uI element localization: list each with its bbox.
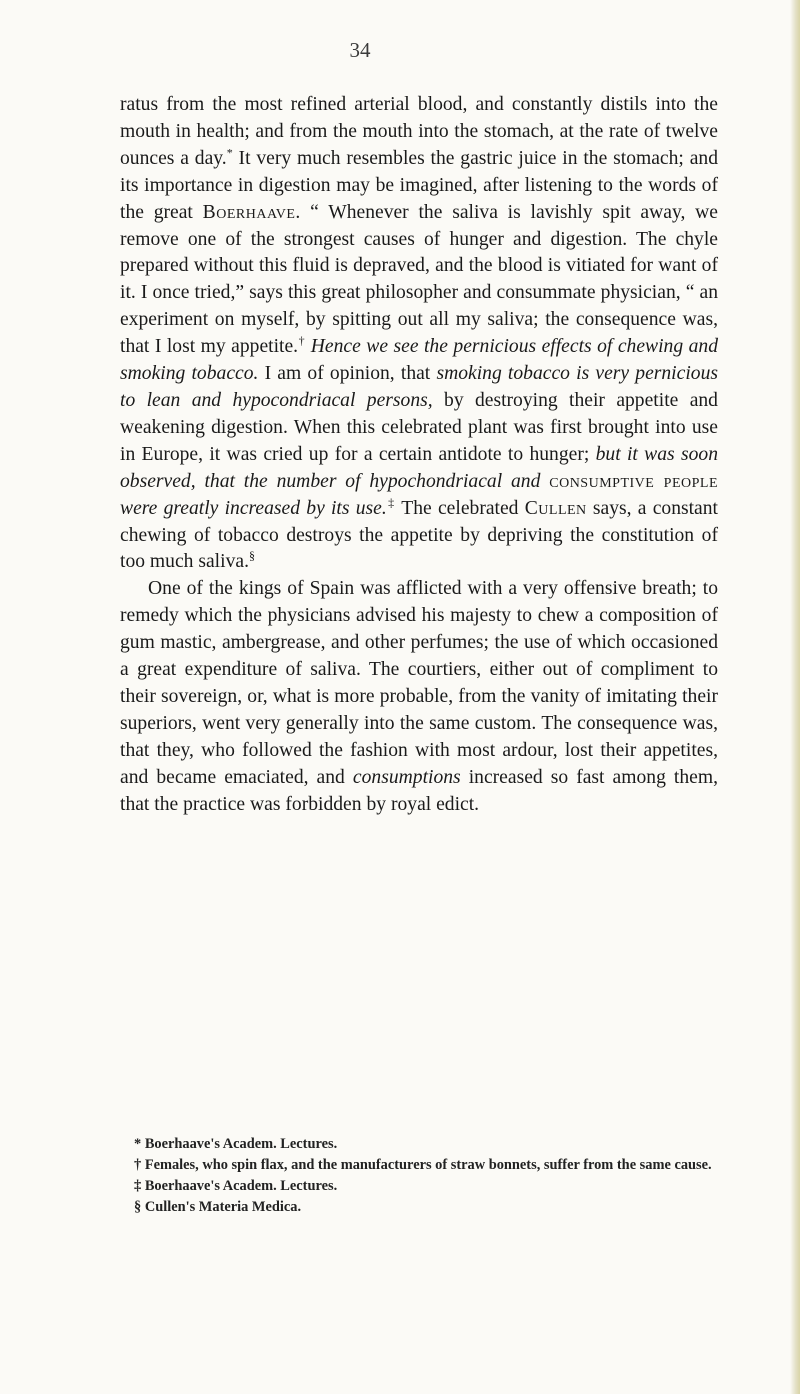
text-run: ratus from the most refined arterial blood, and constantly distils into the mouth in health; and from the mouth into the stomach, at the rate of twelve ounces a day. <box>120 94 718 169</box>
body-text <box>120 92 718 818</box>
footnotes <box>120 1134 720 1218</box>
footnote-text: Females, who spin flax, and the manufacturers of straw bonnets, suffer from the same cause. <box>144 1157 712 1173</box>
footnote <box>120 1134 720 1155</box>
footnote-symbol: * <box>134 1136 142 1152</box>
text-run: by destroying their appetite and weakening digestion. When this celebrated plant was first brought into use in Europe, it was cried up for a certain antidote to hunger; <box>120 389 718 465</box>
paragraph <box>120 576 718 818</box>
footnote <box>120 1176 720 1197</box>
text-run: increased so fast among them, that the practice was forbidden by royal edict. <box>120 766 718 815</box>
footnote-mark: † <box>298 333 306 348</box>
footnote-text: Cullen's Materia Medica. <box>144 1199 302 1215</box>
text-run: The celebrated <box>395 497 525 519</box>
italic-text: were greatly increased by its use. <box>120 497 387 519</box>
text-run: says, a constant chewing of tobacco destroys the appetite by depriving the constitution of too much saliva. <box>120 497 718 573</box>
italic-text: smoking tobacco is very pernicious to lean and hypocondriacal persons, <box>120 363 718 411</box>
footnote-symbol: ‡ <box>134 1178 142 1194</box>
italic-text: consumptions <box>352 766 461 788</box>
footnote-symbol: † <box>134 1157 142 1173</box>
text-run: I am of opinion, that <box>258 363 437 385</box>
text-run: One of the kings of Spain was afflicted with a very offensive breath; to remedy which the physicians advised his majesty to chew a composition of gum mastic, ambergrease, and other perfumes; the use of which occasioned a great expenditure of saliva. The courtiers, either out of compliment to their sovereign, or, what is more probable, from the vanity of imitating their superiors, went very generally into the same custom. The consequence was, that they, who followed the fashion with most ardour, lost their appetites, and became emaciated, and <box>120 578 718 788</box>
small-caps-name: consumptive people <box>549 470 718 492</box>
italic-text: but it was soon observed, that the number of hypochondriacal and <box>120 443 718 492</box>
footnote-mark: ‡ <box>386 495 396 510</box>
footnote-mark: * <box>226 145 233 160</box>
text-run: . “ Whenever the saliva is lavishly spit away, we remove one of the strongest causes of hunger and digestion. The chyle prepared without this fluid is depraved, and the blood is vitiated for want of it. I once tried,” says this great philosopher and consummate physician, “ an experiment on myself, by spitting out all my saliva; the consequence was, that I lost my appetite. <box>120 201 718 358</box>
footnote-symbol: § <box>134 1199 142 1215</box>
small-caps-name: Boerhaave <box>202 201 296 223</box>
paragraph <box>120 92 718 576</box>
footnote <box>120 1197 720 1218</box>
footnote-text: Boerhaave's Academ. Lectures. <box>144 1136 338 1152</box>
footnote-mark: § <box>248 548 255 563</box>
text-run: It very much resembles the gastric juice in the stomach; and its importance in digestion may be imagined, after listening to the words of the great <box>120 147 718 223</box>
page-number: 34 <box>349 38 371 62</box>
footnote-text: Boerhaave's Academ. Lectures. <box>144 1178 338 1194</box>
footnote <box>120 1155 720 1176</box>
page-edge <box>790 0 800 1394</box>
small-caps-name: Cullen <box>524 497 587 519</box>
italic-text: Hence we see the pernicious effects of chewing and smoking tobacco. <box>120 336 719 385</box>
